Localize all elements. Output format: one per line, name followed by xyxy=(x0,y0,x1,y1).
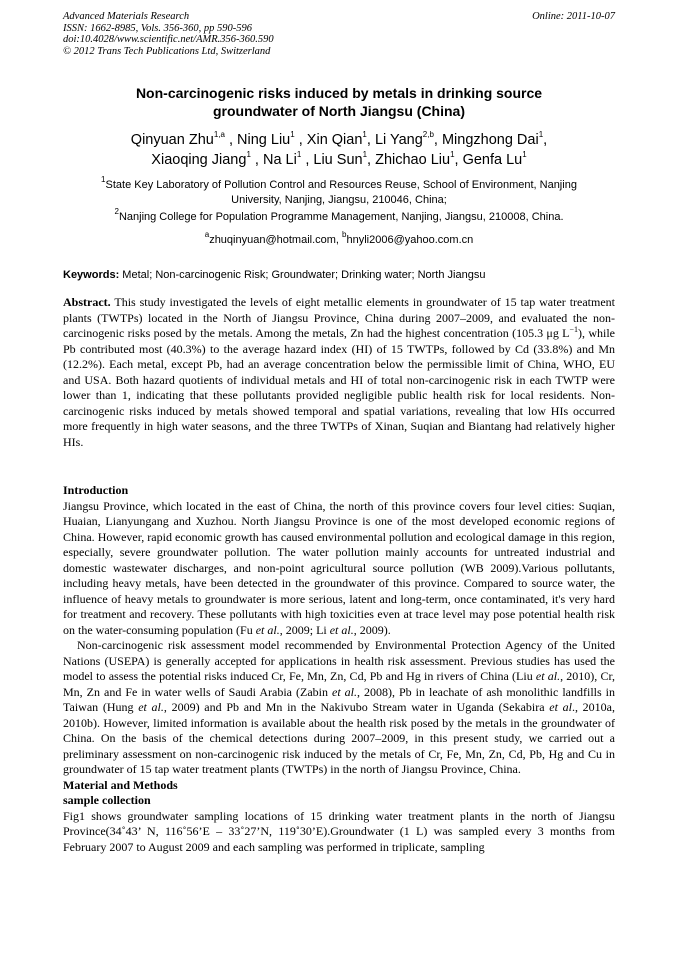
author-separator: , xyxy=(301,152,314,168)
author-affiliation-mark: 1 xyxy=(362,130,367,140)
author-name: Zhichao Liu xyxy=(375,152,451,168)
affiliation-1 xyxy=(63,175,615,208)
author-line-2 xyxy=(63,150,615,170)
author-separator: , xyxy=(433,132,442,148)
author-affiliation-mark: 1 xyxy=(450,150,455,160)
affiliation-mark: 2 xyxy=(114,207,119,217)
author-separator: , xyxy=(366,132,375,148)
introduction-paragraph-2: Non-carcinogenic risk assessment model recommended by Environmental Protection Agency of the United Nations (USEPA) is generally accepted for applications in health risk assessment. Previous studies has used the model to assess the potential risks induced Cr, Fe, Mn, Zn, Cd, Pb and Hg in rivers of China (Liu et al., 2010), Cr, Mn, Zn and Fe in water wells of Saudi Arabia (Zabin et al., 2008), Pb in leachate of ash monolithic landfills in Taiwan (Hung et al., 2009) and Pb and Mn in the Nakivubo Stream water in Uganda (Sekabira et al., 2010a, 2010b). However, limited information is available about the health risk posed by the metals in the groundwater of China. On the basis of the chemical detections during 2007–2009, in this present study, we carried out a preliminary assessment on non-carcinogenic risk induced by the metals of Cr, Fe, Mn, Zn, Cd, Pb, Hg and Cu in groundwater of 15 tap water treatment plants (TWTPs) in the north of Jiangsu Province, China. xyxy=(63,638,616,776)
journal-name: Advanced Materials Research xyxy=(63,11,190,22)
email-link[interactable]: zhuqinyuan@hotmail.com xyxy=(209,234,336,246)
author-separator: , xyxy=(224,132,238,148)
author-affiliation-mark: 1 xyxy=(362,150,368,160)
title-line-1: Non-carcinogenic risks induced by metals in drinking source xyxy=(135,85,543,101)
author-affiliation-mark: 1 xyxy=(290,130,295,140)
affiliation-mark: 1 xyxy=(101,175,106,185)
keywords xyxy=(63,268,615,282)
author-name: Qinyuan Zhu xyxy=(130,132,214,148)
email-link[interactable]: hnyli2006@yahoo.com.cn xyxy=(346,234,474,246)
main-body xyxy=(63,483,615,855)
title-line-2: groundwater of North Jiangsu (China) xyxy=(213,103,465,119)
author-list xyxy=(63,130,615,170)
issn-line: ISSN: 1662-8985, Vols. 356-360, pp 590-596 xyxy=(63,22,252,34)
author-affiliation-mark: 1 xyxy=(522,150,527,160)
doi-line: doi:10.4028/www.scientific.net/AMR.356-360.590 xyxy=(63,34,274,46)
paper-title xyxy=(63,84,615,120)
author-line-1 xyxy=(63,130,615,150)
affiliation-text: State Key Laboratory of Pollution Control and Resources Reuse, School of Environment, Nanjing xyxy=(105,179,577,191)
copyright-line: © 2012 Trans Tech Publications Ltd, Switzerland xyxy=(63,45,271,57)
author-separator: , xyxy=(294,132,307,148)
affiliation-text: University, Nanjing, Jiangsu, 210046, China; xyxy=(231,194,447,206)
author-name: Xiaoqing Jiang xyxy=(151,152,247,168)
author-name: Ning Liu xyxy=(237,132,291,148)
author-name: Mingzhong Dai xyxy=(441,132,539,148)
sample-collection-subheading: sample collection xyxy=(63,793,151,807)
author-separator: , xyxy=(250,152,263,168)
affiliation-2 xyxy=(63,207,615,225)
author-affiliation-mark: 1 xyxy=(538,130,544,140)
author-affiliation-mark: 1 xyxy=(296,150,302,160)
author-name: Liu Sun xyxy=(313,152,363,168)
online-date: Online: 2011-10-07 xyxy=(532,11,615,22)
abstract xyxy=(63,295,615,450)
keywords-label: Keywords: xyxy=(63,269,120,281)
author-separator: , xyxy=(454,152,463,168)
email-mark: a xyxy=(204,230,210,240)
author-name: Genfa Lu xyxy=(462,152,523,168)
author-affiliation-mark: 1 xyxy=(246,150,251,160)
methods-paragraph-1: Fig1 shows groundwater sampling locations of 15 drinking water treatment plants in the north of Jiangsu Province(34˚43’ N, 116˚56’E – 33˚27’N, 119˚30’E).Groundwater (1 L) was sampled every 3 months from February 2007 to August 2009 and each sampling was performed in triplicate, sampling xyxy=(63,808,615,854)
email-separator: , xyxy=(335,234,343,246)
introduction-heading: Introduction xyxy=(63,483,129,497)
author-emails xyxy=(63,230,615,248)
introduction-paragraph-1: Jiangsu Province, which located in the east of China, the north of this province covers four level cities: Suqian, Huaian, Lianyungang and Xuzhou. North Jiangsu Province is one of the most developed economic regions of China. However, rapid economic growth has caused environmental pollution and ecological damage in this region, especially, severe groundwater pollution. The water pollution mainly accounts for untreated industrial and domestic wastewater discharges, and non-point agricultural source pollution (WB 2009).Various pollutants, including heavy metals, have been detected in the groundwater of this province. Compared to source water, the influence of heavy metals to groundwater is more serious, latent and long-term, once contaminated, it's very hard for treatment and recovery. These pollutants with high toxicities even at trace level may pose potential health risk on the water-consuming population (Fu et al., 2009; Li et al., 2009). xyxy=(63,498,615,637)
abstract-label: Abstract. xyxy=(63,295,111,309)
affiliation-text: Nanjing College for Population Programme Management, Nanjing, Jiangsu, 210008, China. xyxy=(118,211,564,223)
methods-heading: Material and Methods xyxy=(63,777,178,792)
author-affiliation-mark: 1,a xyxy=(213,130,225,140)
author-name: Na Li xyxy=(262,152,297,168)
email-mark: b xyxy=(342,230,347,240)
abstract-paragraph: Abstract. This study investigated the levels of eight metallic elements in groundwater of 15 tap water treatment plants (TWTPs) located in the North of Jiangsu Province, China during 2007–2009, and evaluated the non-carcinogenic risks posed by the metals. Among the metals, Zn had the highest concentration (105.3 μg $L^{-1}$), while Pb contributed most (40.3%) to the average hazard index (HI) of 15 TWTPs, followed by Cd (33.8%) and Mn (12.2%). Each metal, except Pb, had an average concentration below the permissible limit of China, WHO, EU and USA. Both hazard quotients of individual metals and HI of total non-carcinogenic risk in each TWTP were lower than 1, indicating that these pollutants provided negligible public health risk for local residents. Non-carcinogenic risks induced by metals showed temporal and spatial variations, revealing that low HIs occurred more frequently in high water seasons, and the three TWTPs of Xinan, Suqian and Biantang had relatively higher HIs. xyxy=(63,295,616,449)
journal-header xyxy=(63,11,615,57)
author-name: Xin Qian xyxy=(306,132,363,148)
author-separator: , xyxy=(543,132,548,148)
author-separator: , xyxy=(367,152,376,168)
unit-exponent: −1 xyxy=(569,325,579,334)
keywords-text: Metal; Non-carcinogenic Risk; Groundwater; Drinking water; North Jiangsu xyxy=(119,269,486,281)
author-name: Li Yang xyxy=(374,132,423,148)
author-affiliation-mark: 2,b xyxy=(422,130,434,140)
